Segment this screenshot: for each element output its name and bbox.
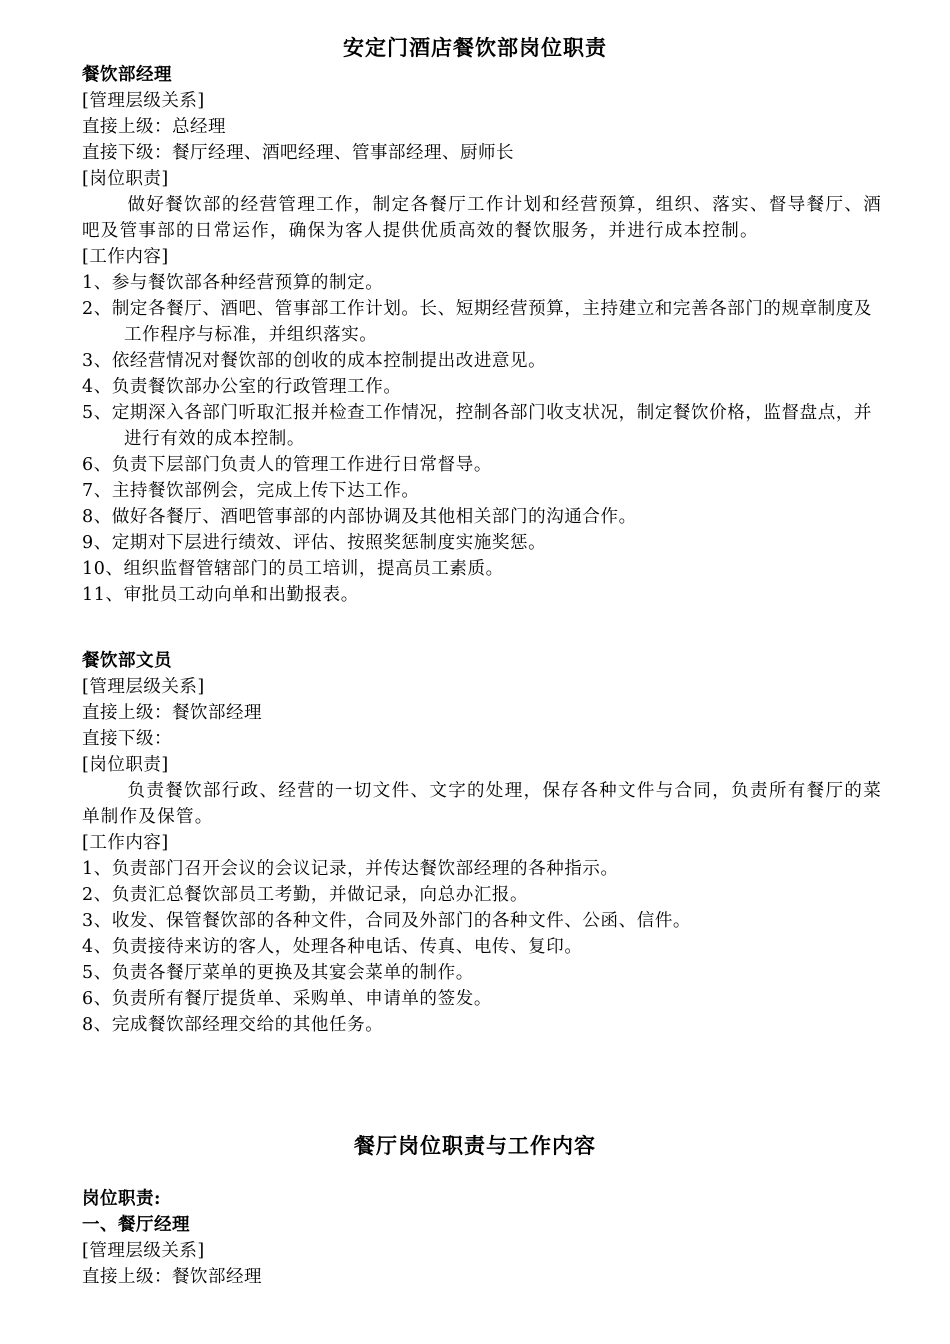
list-item: 1、参与餐饮部各种经营预算的制定。 <box>82 273 384 293</box>
direct-subordinate: 直接下级：餐厅经理、酒吧经理、管事部经理、厨师长 <box>82 143 514 163</box>
section-heading: 餐饮部经理 <box>82 65 172 85</box>
section-heading: 餐饮部文员 <box>82 651 172 671</box>
direct-superior: 直接上级：总经理 <box>82 117 226 137</box>
section-heading: 一、餐厅经理 <box>82 1215 190 1235</box>
list-item: 9、定期对下层进行绩效、评估、按照奖惩制度实施奖惩。 <box>82 533 547 553</box>
duty-paragraph: 做好餐饮部的经营管理工作，制定各餐厅工作计划和经营预算，组织、落实、督导餐厅、酒吧及管事部的日常运作，确保为客人提供优质高效的餐饮服务，并进行成本控制。 <box>82 195 882 241</box>
page-title: 安定门酒店餐饮部岗位职责 <box>343 35 607 60</box>
list-item: 5、负责各餐厅菜单的更换及其宴会菜单的制作。 <box>82 963 474 983</box>
mgmt-hierarchy-label: [管理层级关系] <box>82 91 205 111</box>
list-item: 6、负责所有餐厅提货单、采购单、申请单的签发。 <box>82 989 492 1009</box>
duty-paragraph: 负责餐饮部行政、经营的一切文件、文字的处理，保存各种文件与合同，负责所有餐厅的菜单制作及保管。 <box>82 781 882 827</box>
duty-heading: 岗位职责: <box>82 1189 161 1209</box>
list-item: 8、做好各餐厅、酒吧管事部的内部协调及其他相关部门的沟通合作。 <box>82 507 637 527</box>
list-item: 1、负责部门召开会议的会议记录，并传达餐饮部经理的各种指示。 <box>82 859 619 879</box>
direct-superior: 直接上级：餐饮部经理 <box>82 1267 262 1287</box>
duty-label: [岗位职责] <box>82 169 169 189</box>
direct-subordinate: 直接下级： <box>82 729 172 749</box>
list-item: 3、收发、保管餐饮部的各种文件，合同及外部门的各种文件、公函、信件。 <box>82 911 692 931</box>
list-item: 4、负责餐饮部办公室的行政管理工作。 <box>82 377 402 397</box>
list-item: 11、审批员工动向单和出勤报表。 <box>82 585 359 605</box>
list-item: 10、组织监督管辖部门的员工培训，提高员工素质。 <box>82 559 504 579</box>
duty-label: [岗位职责] <box>82 755 169 775</box>
section-fb-clerk <box>82 648 882 1038</box>
section-title: 餐厅岗位职责与工作内容 <box>354 1133 596 1158</box>
list-item: 6、负责下层部门负责人的管理工作进行日常督导。 <box>82 455 492 475</box>
direct-superior: 直接上级：餐饮部经理 <box>82 703 262 723</box>
list-item: 4、负责接待来访的客人，处理各种电话、传真、电传、复印。 <box>82 937 583 957</box>
list-item: 2、制定各餐厅、酒吧、管事部工作计划。长、短期经营预算，主持建立和完善各部门的规章制度及工作程序与标准，并组织落实。 <box>82 299 873 345</box>
list-item: 5、定期深入各部门听取汇报并检查工作情况，控制各部门收支状况，制定餐饮价格，监督盘点，并进行有效的成本控制。 <box>82 403 873 449</box>
mgmt-hierarchy-label: [管理层级关系] <box>82 1241 205 1261</box>
list-item: 7、主持餐饮部例会，完成上传下达工作。 <box>82 481 420 501</box>
section-restaurant-manager <box>82 1186 882 1290</box>
list-item: 8、完成餐饮部经理交给的其他任务。 <box>82 1015 384 1035</box>
work-content-label: [工作内容] <box>82 247 169 267</box>
section-fb-manager <box>82 62 882 608</box>
work-content-label: [工作内容] <box>82 833 169 853</box>
mgmt-hierarchy-label: [管理层级关系] <box>82 677 205 697</box>
list-item: 2、负责汇总餐饮部员工考勤，并做记录，向总办汇报。 <box>82 885 529 905</box>
list-item: 3、依经营情况对餐饮部的创收的成本控制提出改进意见。 <box>82 351 547 371</box>
